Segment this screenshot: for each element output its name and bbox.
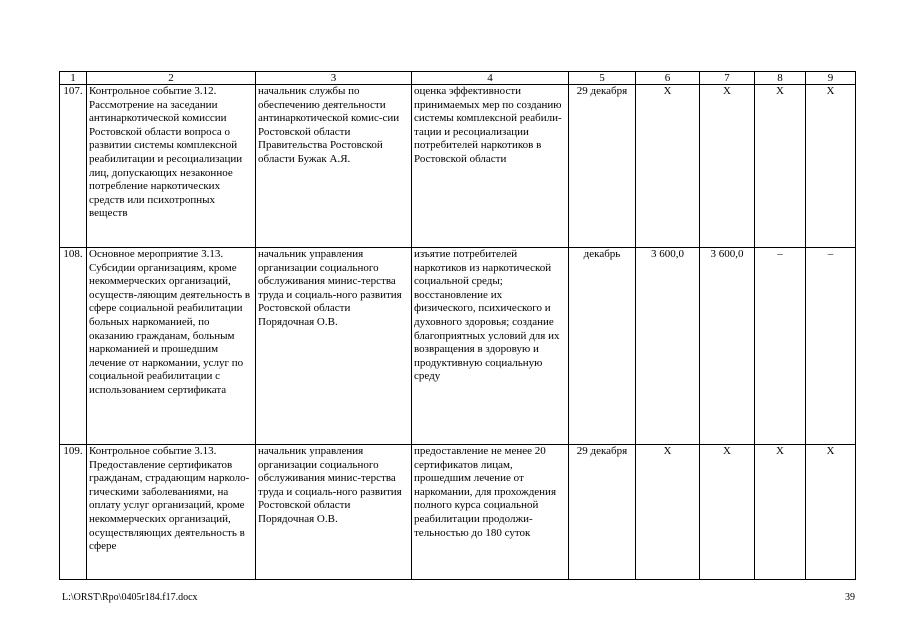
responsible-cell: начальник управления организации социального обслуживания минис-терства труда и социаль-ного развития Ростовской области Порядочная О.В. [256,445,412,580]
event-cell: Контрольное событие 3.12. Рассмотрение на заседании антинаркотической комиссии Ростовской области вопроса о развитии системы комплексной реабилитации и ресоциализации лиц, допускающих незаконное потребление наркотических средств или психотропных веществ [87,85,256,248]
column-header: 6 [636,72,700,85]
value-cell: 3 600,0 [700,248,755,445]
column-header: 3 [256,72,412,85]
table-row [60,85,856,248]
event-cell: Контрольное событие 3.13. Предоставление сертификатов гражданам, страдающим нарколо-гическими заболеваниями, на оплату услуг организаций, кроме некоммерческих организаций, осуществляющих деятельность в сфере [87,445,256,580]
page-number: 39 [845,592,855,603]
table-row [60,445,856,580]
header-row [60,72,856,85]
value-cell: X [700,445,755,580]
column-header: 5 [569,72,636,85]
value-cell: X [636,445,700,580]
row-number: 107. [60,85,87,248]
value-cell: – [755,248,806,445]
value-cell: X [636,85,700,248]
table-row [60,248,856,445]
column-header: 2 [87,72,256,85]
column-header: 1 [60,72,87,85]
row-number: 109. [60,445,87,580]
date-cell: декабрь [569,248,636,445]
column-header: 4 [412,72,569,85]
column-header: 8 [755,72,806,85]
schedule-table-container [59,71,856,580]
value-cell: – [806,248,856,445]
row-number: 108. [60,248,87,445]
column-header: 7 [700,72,755,85]
value-cell: X [755,85,806,248]
value-cell: X [806,445,856,580]
schedule-table [59,71,856,580]
result-cell: оценка эффективности принимаемых мер по созданию системы комплексной реабили-тации и ресоциализации потребителей наркотиков в Ростовской области [412,85,569,248]
event-cell: Основное мероприятие 3.13. Субсидии организациям, кроме некоммерческих организаций, осуществ-ляющим деятельность в сфере социальной реабилитации больных наркоманией, по оказанию гражданам, больным наркоманией и прошедшим лечение от наркомании, услуг по социальной реабилитации с использованием сертификата [87,248,256,445]
date-cell: 29 декабря [569,445,636,580]
value-cell: X [755,445,806,580]
result-cell: предоставление не менее 20 сертификатов лицам, прошедшим лечение от наркомании, для прохождения полного курса социальной реабилитации продолжи-тельностью до 180 суток [412,445,569,580]
responsible-cell: начальник управления организации социального обслуживания минис-терства труда и социаль-ного развития Ростовской области Порядочная О.В. [256,248,412,445]
responsible-cell: начальник службы по обеспечению деятельности антинаркотической комис-сии Ростовской области Правительства Ростовской области Бужак А.Я. [256,85,412,248]
value-cell: X [806,85,856,248]
result-cell: изъятие потребителей наркотиков из наркотической социальной среды; восстановление их физического, психического и духовного здоровья; создание благоприятных условий для их возвращения в здоровую и продуктивную социальную среду [412,248,569,445]
column-header: 9 [806,72,856,85]
date-cell: 29 декабря [569,85,636,248]
value-cell: X [700,85,755,248]
value-cell: 3 600,0 [636,248,700,445]
footer-file-path: L:\ORST\Rpo\0405r184.f17.docx [62,592,198,603]
